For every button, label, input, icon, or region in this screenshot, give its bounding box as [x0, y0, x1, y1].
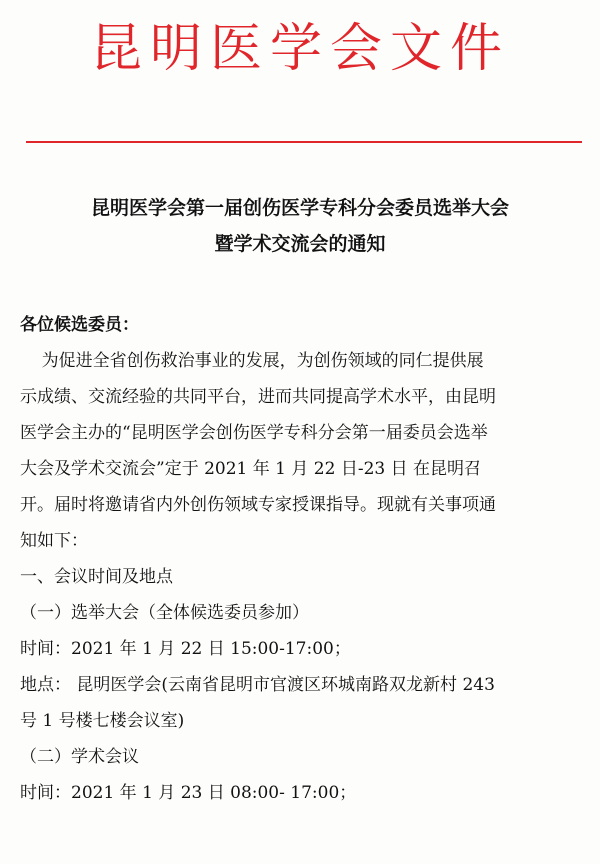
notice-body: [20, 307, 580, 811]
notice-title-line-2: 暨学术交流会的通知: [214, 233, 386, 255]
intro-line-1: 为促进全省创伤救治事业的发展，为创伤领域的同仁提供展: [20, 351, 484, 371]
intro-line-5: 开。届时将邀请省内外创伤领域专家授课指导。现就有关事项通: [20, 495, 496, 515]
section-1-part-2-time: 时间：2021 年 1 月 23 日 08:00- 17:00；: [20, 783, 357, 803]
letterhead-title: 昆明医学会文件: [89, 19, 510, 79]
salutation: 各位候选委员：: [20, 315, 139, 335]
letterhead-rule: [26, 141, 582, 143]
intro-line-3: 医学会主办的“昆明医学会创伤医学专科分会第一届委员会选举: [20, 423, 488, 443]
section-1-part-1-place-line-2: 号 1 号楼七楼会议室): [20, 711, 185, 731]
notice-title-line-1: 昆明医学会第一届创伤医学专科分会委员选举大会: [90, 197, 509, 219]
notice-title: [20, 190, 580, 262]
letterhead: [0, 10, 600, 88]
section-1-heading: 一、会议时间及地点: [20, 567, 173, 587]
section-1-part-1-time: 时间：2021 年 1 月 22 日 15:00-17:00；: [20, 639, 351, 659]
intro-line-2: 示成绩、交流经验的共同平台，进而共同提高学术水平，由昆明: [20, 387, 496, 407]
section-1-part-2-heading: （二）学术会议: [20, 747, 139, 767]
section-1-part-1-place-line-1: 地点： 昆明医学会(云南省昆明市官渡区环城南路双龙新村 243: [20, 675, 495, 695]
section-1-part-1-heading: （一）选举大会（全体候选委员参加）: [20, 603, 309, 623]
intro-line-6: 知如下：: [20, 531, 88, 551]
intro-line-4: 大会及学术交流会”定于 2021 年 1 月 22 日-23 日 在昆明召: [20, 459, 482, 479]
